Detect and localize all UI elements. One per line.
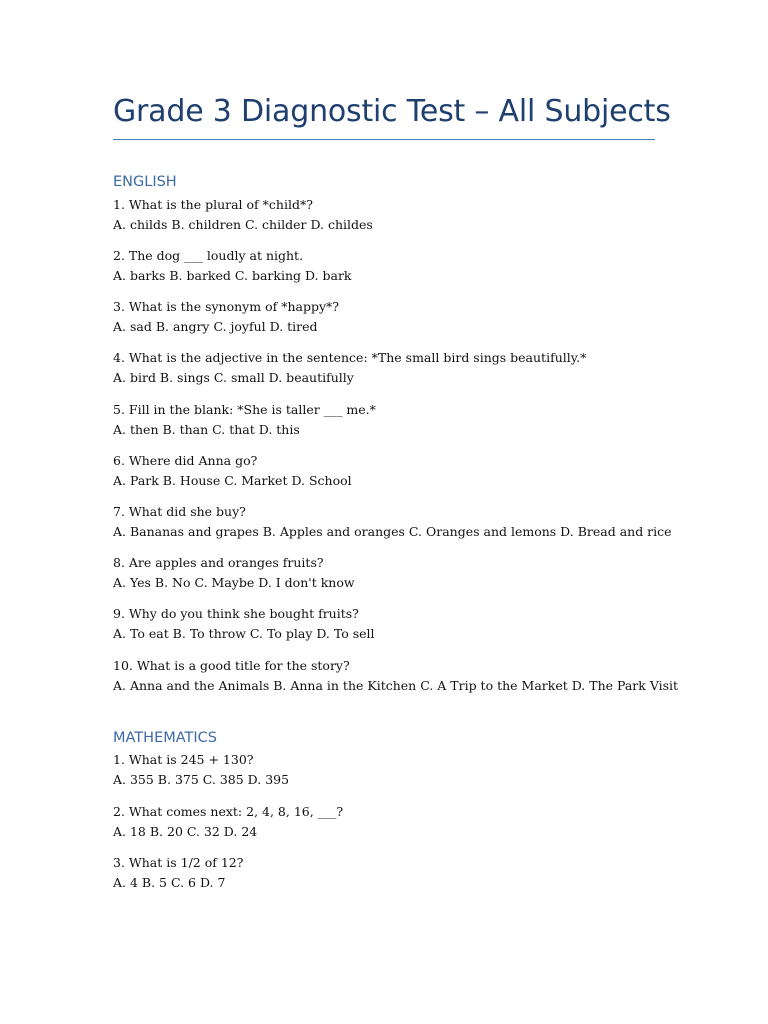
question-options: A. 355 B. 375 C. 385 D. 395 xyxy=(113,772,290,787)
question-options: A. sad B. angry C. joyful D. tired xyxy=(113,319,318,334)
question-options: A. Yes B. No C. Maybe D. I don't know xyxy=(113,575,355,590)
section-heading-mathematics: MATHEMATICS xyxy=(113,730,217,746)
question-item xyxy=(113,400,673,440)
question-options: A. Anna and the Animals B. Anna in the Kitchen C. A Trip to the Market D. The Park Visit xyxy=(113,678,679,693)
question-item xyxy=(113,451,673,491)
question-text: 2. The dog ___ loudly at night. xyxy=(113,248,304,263)
question-item xyxy=(113,750,673,790)
question-text: 1. What is the plural of *child*? xyxy=(113,197,313,212)
question-item xyxy=(113,195,673,235)
question-options: A. Park B. House C. Market D. School xyxy=(113,473,352,488)
question-text: 6. Where did Anna go? xyxy=(113,453,258,468)
question-options: A. To eat B. To throw C. To play D. To sell xyxy=(113,626,375,641)
question-text: 8. Are apples and oranges fruits? xyxy=(113,555,324,570)
title-underline xyxy=(113,139,655,140)
question-item xyxy=(113,502,673,542)
question-text: 5. Fill in the blank: *She is taller ___ me.* xyxy=(113,402,376,417)
question-item xyxy=(113,853,673,893)
question-options: A. 4 B. 5 C. 6 D. 7 xyxy=(113,875,226,890)
question-text: 3. What is 1/2 of 12? xyxy=(113,855,244,870)
section-heading-english: ENGLISH xyxy=(113,174,177,190)
question-options: A. 18 B. 20 C. 32 D. 24 xyxy=(113,824,258,839)
question-options: A. barks B. barked C. barking D. bark xyxy=(113,268,352,283)
question-text: 9. Why do you think she bought fruits? xyxy=(113,606,359,621)
question-item xyxy=(113,604,673,644)
question-item xyxy=(113,348,673,388)
question-item xyxy=(113,246,673,286)
question-item xyxy=(113,802,673,842)
question-item xyxy=(113,297,673,337)
page-title: Grade 3 Diagnostic Test – All Subjects xyxy=(113,94,671,129)
question-text: 3. What is the synonym of *happy*? xyxy=(113,299,339,314)
question-item xyxy=(113,656,679,696)
question-options: A. childs B. children C. childer D. childes xyxy=(113,217,373,232)
question-text: 7. What did she buy? xyxy=(113,504,246,519)
question-text: 1. What is 245 + 130? xyxy=(113,752,254,767)
question-options: A. bird B. sings C. small D. beautifully xyxy=(113,370,354,385)
question-text: 2. What comes next: 2, 4, 8, 16, ___? xyxy=(113,804,344,819)
question-options: A. Bananas and grapes B. Apples and oranges C. Oranges and lemons D. Bread and rice xyxy=(113,524,672,539)
question-options: A. then B. than C. that D. this xyxy=(113,422,300,437)
question-item xyxy=(113,553,673,593)
question-text: 4. What is the adjective in the sentence: *The small bird sings beautifully.* xyxy=(113,350,587,365)
question-text: 10. What is a good title for the story? xyxy=(113,658,350,673)
